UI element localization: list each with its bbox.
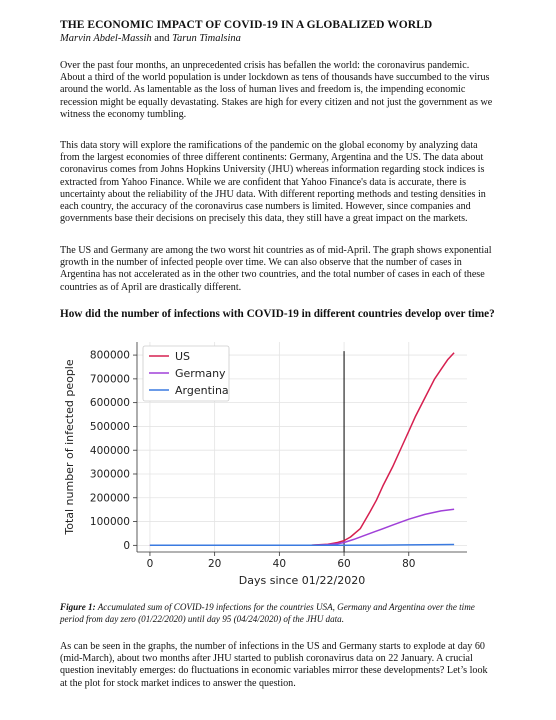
author-connector: and [154, 33, 170, 44]
x-tick-label: 20 [207, 558, 222, 570]
y-tick-label: 200000 [89, 492, 130, 505]
x-tick-label: 60 [337, 558, 351, 570]
author-name: Marvin Abdel-Massih [60, 33, 152, 44]
y-tick-label: 500000 [89, 421, 130, 434]
section-heading: How did the number of infections with COVID-19 in different countries develop over time? [60, 308, 495, 320]
infections-chart [60, 338, 480, 590]
data-sources-paragraph: This data story will explore the ramifications of the pandemic on the global economy by analyzing data from the largest economies of three different continents: Germany, Argentina and the US. The data about coronavirus comes from Johns Hopkins University (JHU) whereas information regarding stock indices is extracted from Yahoo Finance. While we are confident that Yahoo Finance's data is accurate, there is uncertainty about the reliability of the JHU data. With different reporting methods and testing densities in each country, the accuracy of the coronavirus case numbers is limited. However, since companies and governments base their decisions on precisely this data, they still have a great impact on the markets. [60, 140, 486, 225]
infections-chart-svg [60, 338, 480, 590]
author-name: Tarun Timalsina [172, 33, 241, 44]
y-tick-label: 400000 [89, 444, 130, 457]
series-line-argentina [150, 545, 454, 546]
y-tick-label: 300000 [89, 468, 130, 481]
infection-trend-paragraph: The US and Germany are among the two worst hit countries as of mid-April. The graph shows exponential growth in the number of infected people over time. We can also observe that the number of cases in Argentina has not accelerated as in the other two countries, and the total number of cases in each of these countries as of April are drastically different. [60, 245, 492, 293]
x-tick-label: 80 [402, 558, 416, 570]
x-tick-label: 40 [272, 558, 287, 570]
y-tick-label: 100000 [89, 516, 130, 529]
figure-caption [60, 602, 496, 625]
article-title: THE ECONOMIC IMPACT OF COVID-19 IN A GLOBALIZED WORLD [60, 19, 433, 31]
intro-paragraph: Over the past four months, an unprecedented crisis has befallen the world: the coronavirus pandemic. About a third of the world population is under lockdown as tens of thousands have succumbed to the virus around the world. As lamentable as the loss of human lives and freedom is, the impending economic recession might be equally devastating. Stakes are high for every citizen and not just the government as we witness the economy tumbling. [60, 60, 493, 120]
legend-label: Argentina [175, 384, 229, 397]
conclusion-paragraph: As can be seen in the graphs, the number of infections in the US and Germany starts to explode at day 60 (mid-March), about two months after JHU started to publish coronavirus data on 22 January. A crucial question inevitably emerges: do fluctuations in economic variables mirror these developments? Let’s look at the plot for stock market indices to answer the question. [60, 641, 488, 689]
figure-caption-text: Accumulated sum of COVID-19 infections for the countries USA, Germany and Argentina over the time period from day zero (01/22/2020) until day 95 (04/24/2020) of the JHU data. [60, 602, 475, 624]
y-tick-label: 600000 [89, 397, 130, 410]
y-tick-label: 0 [123, 539, 130, 552]
x-axis-label: Days since 01/22/2020 [238, 574, 366, 587]
author-line [60, 33, 510, 44]
legend-label: Germany [175, 367, 226, 380]
y-tick-label: 700000 [89, 373, 130, 386]
y-axis-label: Total number of infected people [63, 359, 76, 535]
x-tick-label: 0 [146, 558, 154, 570]
figure-label: Figure 1: [60, 602, 96, 612]
y-tick-label: 800000 [89, 349, 130, 362]
legend-label: US [175, 350, 191, 363]
